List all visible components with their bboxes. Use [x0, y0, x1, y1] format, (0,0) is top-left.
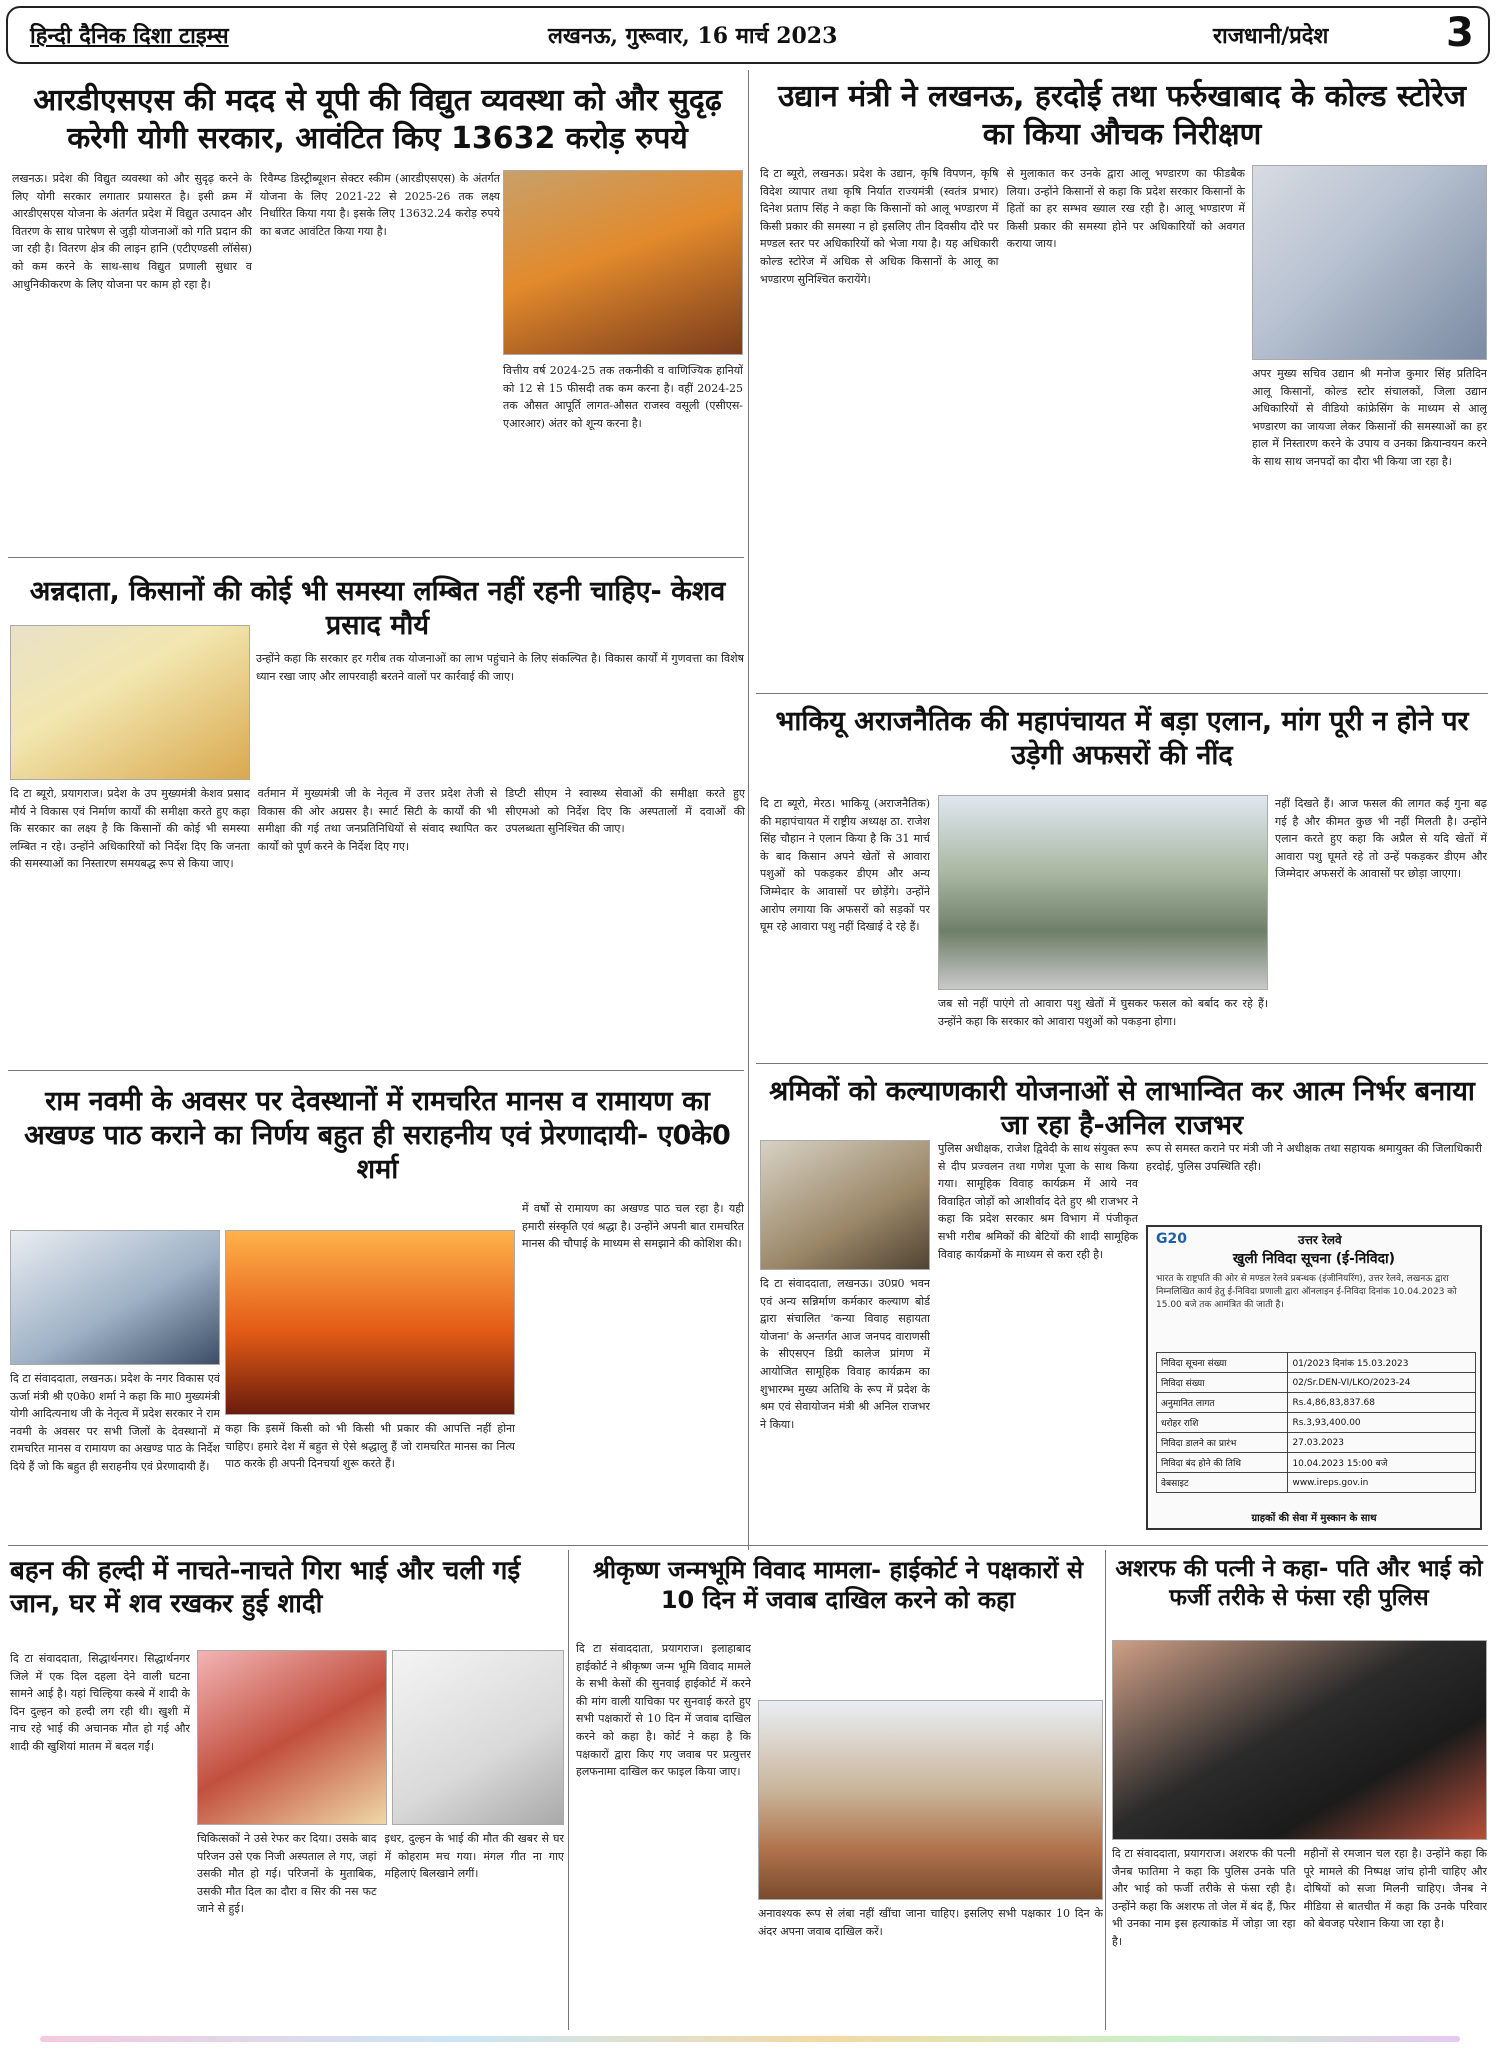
section-divider — [756, 1063, 1488, 1064]
table-cell: धरोहर राशि — [1157, 1413, 1288, 1433]
section-divider — [8, 557, 744, 558]
ram-navami-photo — [225, 1230, 515, 1415]
yogi-photo — [503, 170, 743, 355]
udyan-body — [760, 165, 1245, 685]
keshav-photo — [10, 625, 250, 780]
krishna-headline: श्रीकृष्ण जन्मभूमि विवाद मामला- हाईकोर्ट ने पक्षकारों से 10 दिन में जवाब दाखिल करने को कहा — [592, 1556, 1084, 1614]
article-column: दि टा ब्यूरो, लखनऊ। प्रदेश के उद्यान, कृषि विपणन, कृषि विदेश व्यापार तथा कृषि निर्यात राज्यमंत्री (स्वतंत्र प्रभार) दिनेश प्रताप सिंह ने कहा कि किसानों को आलू भण्डारण में किसी प्रकार की समस्या न हो इसलिए तीन दिवसीय दौरे पर मण्डल स्तर पर अधिकारियों को भेजा गया है। यह अधिकारी कोल्ड स्टोरेज में अधिक से अधिक किसानों के आलू का भण्डारण सुनिश्चित करायेंगे। — [760, 167, 999, 286]
table-row — [1157, 1373, 1476, 1393]
table-row — [1157, 1453, 1476, 1473]
table-cell: निविदा सूचना संख्या — [1157, 1353, 1288, 1373]
haldi-body-lower — [197, 1830, 564, 2025]
column-divider — [748, 70, 749, 1550]
date-line: लखनऊ, गुरूवार, 16 मार्च 2023 — [548, 23, 838, 49]
krishna-body — [576, 1640, 751, 2025]
rajbhar-body-top — [1146, 1140, 1482, 1220]
ad-footer: ग्राहकों की सेवा में मुस्कान के साथ — [1251, 1513, 1377, 1524]
column-divider — [1105, 1550, 1106, 2030]
rally-photo — [938, 795, 1268, 990]
ad-description: भारत के राष्ट्रपति की ओर से मण्डल रेलवे प्रबन्धक (इंजीनियरिंग), उत्तर रेलवे, लखनऊ द्वारा निम्नलिखित कार्य हेतु ई-निविदा प्रणाली द्वारा ऑनलाइन ई-निविदा दिनांक 10.04.2023 को 15.00 बजे तक आमंत्रित की जाती है। — [1156, 1274, 1457, 1311]
haldi-photo — [197, 1650, 387, 1825]
power-body — [12, 170, 500, 550]
rajbhar-body — [760, 1275, 930, 1537]
article-column: में वर्षों से रामायण का अखण्ड पाठ चल रहा है। यही हमारी संस्कृति एवं श्रद्धा है। उन्होंने अपनी बात रामचरित मानस की चौपाई के माध्यम से समझाने की कोशिश की। — [522, 1202, 744, 1251]
article-column: दि टा संवाददाता, लखनऊ। उ0प्र0 भवन एवं अन्य सन्निर्माण कर्मकार कल्याण बोर्ड द्वारा संचालित 'कन्या विवाह सहायता योजना' के अन्तर्गत आज जनपद वाराणसी के सीएसएन डिग्री कालेज प्रांगण में आयोजित सामूहिक विवाह कार्यक्रम का शुभारम्भ मुख्य अतिथि के रूप में प्रदेश के श्रम एवं सेवायोजन मंत्री श्री अनिल राजभर ने किया। — [760, 1277, 930, 1431]
newspaper-name: हिन्दी दैनिक दिशा टाइम्स — [30, 23, 229, 49]
table-cell: निविदा बंद होने की तिथि — [1157, 1453, 1288, 1473]
keshav-headline: अन्नदाता, किसानों की कोई भी समस्या लम्बित नहीं रहनी चाहिए- केशव प्रसाद मौर्य — [29, 576, 726, 641]
article-column: वर्तमान में मुख्यमंत्री जी के नेतृत्व में उत्तर प्रदेश तेजी से विकास की ओर अग्रसर है। स्मार्ट सिटी के कार्यों की भी समीक्षा की गई तथा जनप्रतिनिधियों से संवाद स्थापित कर कार्यों को पूर्ण करने के निर्देश दिए गए। — [257, 787, 498, 853]
zainab-photo — [1112, 1640, 1487, 1840]
table-row — [1157, 1433, 1476, 1453]
table-cell: Rs.4,86,83,837.68 — [1288, 1393, 1476, 1413]
article-column: से मुलाकात कर उनके द्वारा आलू भण्डारण का फीडबैक लिया। उन्होंने किसानों से कहा कि प्रदेश सरकार किसानों के हितों का हर सम्भव ख्याल रख रही है। आलू भण्डारण में किसी प्रकार की समस्या होने पर अधिकारियों को अवगत कराया जाय। — [1006, 167, 1245, 251]
bhakiyu-headline: भाकियू अराजनैतिक की महापंचायत में बड़ा एलान, मांग पूरी न होने पर उड़ेगी अफसरों की नींद — [775, 706, 1469, 771]
sharma-photo — [10, 1230, 220, 1365]
article-column: पुलिस अधीक्षक, राजेश द्विवेदी के साथ संयुक्त रूप से दीप प्रज्वलन तथा गणेश पूजा के साथ किया गया। सामूहिक विवाह कार्यक्रम में आये नव विवाहित जोड़ों को आशीर्वाद देते हुए श्री राजभर ने कहा कि प्रदेश सरकार श्रम विभाग में पंजीकृत सभी गरीब श्रमिकों की बेटियों की शादी सामूहिक विवाह कार्यक्रमों के माध्यम से करा रही है। — [938, 1142, 1138, 1261]
article-column: नहीं दिखते हैं। आज फसल की लागत कई गुना बढ़ गई है और कीमत कुछ भी नहीं मिलती है। उन्होंने एलान करते हुए कहा कि अप्रैल से यदि खेतों में आवारा पशु घूमते रहे तो उन्हें पकड़कर डीएम और जिम्मेदार अफसरों के आवासों पर छोड़ा जाएगा। — [1275, 797, 1487, 881]
mosque-photo — [758, 1700, 1103, 1900]
section-divider — [8, 1545, 1488, 1546]
column-divider — [568, 1550, 569, 2030]
article-column: कहा कि इसमें किसी को भी किसी भी प्रकार की आपत्ति नहीं होना चाहिए। हमारे देश में बहुत से ऐसे श्रद्धालु हैं जो रामचरित मानस का नित्य पाठ करके ही अपनी दिनचर्या शुरू करते हैं। — [225, 1422, 515, 1471]
keshav-body — [10, 785, 745, 1063]
ashraf-headline: अशरफ की पत्नी ने कहा- पति और भाई को फर्जी तरीके से फंसा रही पुलिस — [1115, 1556, 1483, 1611]
article-column: महीनों से रमजान चल रहा है। उन्होंने कहा कि पूरे मामले की निष्पक्ष जांच होनी चाहिए और दोषियों को सजा मिलनी चाहिए। जैनब ने मीडिया से बातचीत में कहा कि उनके परिवार को बेवजह परेशान किया जा रहा है। — [1303, 1847, 1487, 1931]
krishna-body-lower — [758, 1905, 1103, 2025]
table-row — [1157, 1473, 1476, 1493]
article-column: डिप्टी सीएम ने स्वास्थ्य सेवाओं की समीक्षा करते हुए सीएमओ को निर्देश दिए कि अस्पतालों में दवाओं की उपलब्धता सुनिश्चित की जाए। — [505, 787, 746, 836]
ad-title: खुली निविदा सूचना (ई-निविदा) — [1232, 1251, 1396, 1267]
table-cell: 27.03.2023 — [1288, 1433, 1476, 1453]
rajbhar-headline: श्रमिकों को कल्याणकारी योजनाओं से लाभान्वित कर आत्म निर्भर बनाया जा रहा है-अनिल राजभर — [769, 1076, 1475, 1141]
udyan-headline: उद्यान मंत्री ने लखनऊ, हरदोई तथा फर्रुखाबाद के कोल्ड स्टोरेज का किया औचक निरीक्षण — [777, 79, 1467, 152]
section-divider — [8, 1070, 744, 1071]
article-column: लखनऊ। प्रदेश की विद्युत व्यवस्था को और सुदृढ़ करने के लिए योगी सरकार लगातार प्रयासरत है। इसी क्रम में आरडीएसएस योजना के अंतर्गत प्रदेश में विद्युत उत्पादन और वितरण के साथ पारेषण से जुड़ी योजनाओं को गति प्रदान की जा रही है। वितरण क्षेत्र की लाइन हानि (एटीएण्डसी लॉसेस) को कम करने के साथ-साथ विद्युत प्रणाली सुधार व आधुनिकीकरण के लिए योजना पर काम हो रहा है। — [12, 172, 252, 291]
ashraf-body — [1112, 1845, 1487, 2025]
table-cell: निविदा डालने का प्रारंभ — [1157, 1433, 1288, 1453]
article-column: उन्होंने कहा कि सरकार हर गरीब तक योजनाओं का लाभ पहुंचाने के लिए संकल्पित है। विकास कार्यों में गुणवत्ता का विशेष ध्यान रखा जाए और लापरवाही बरतने वालों पर कार्रवाई की जाए। — [256, 652, 744, 683]
table-cell: Rs.3,93,400.00 — [1288, 1413, 1476, 1433]
article-column: रिवैम्प्ड डिस्ट्रीब्यूशन सेक्टर स्कीम (आरडीएसएस) के अंतर्गत योजना के लिए 2021-22 से 2025-26 तक लक्ष्य निर्धारित किया गया है। इसके लिए 13632.24 करोड़ रुपये का बजट आवंटित किया गया है। — [260, 172, 500, 238]
power-headline: आरडीएसएस की मदद से यूपी की विद्युत व्यवस्था को और सुदृढ़ करेगी योगी सरकार, आवंटित किए 13632 करोड़ रुपये — [33, 83, 722, 156]
ram-body — [10, 1370, 220, 1540]
article-column: अपर मुख्य सचिव उद्यान श्री मनोज कुमार सिंह प्रतिदिन आलू किसानों, कोल्ड स्टोर संचालकों, जिला उद्यान अधिकारियों से वीडियो कांफ्रेसिंग के माध्यम से आलू भण्डारण का जायजा लेकर किसानों की समस्याओं का हर हाल में निस्तारण करने के उपाय व उनका क्रियान्वयन करने के साथ साथ जनपदों का दौरा भी किया जा रहा है। — [1252, 367, 1487, 468]
table-row — [1157, 1353, 1476, 1373]
article-column: रूप से समस्त कराने पर मंत्री जी ने अधीक्षक तथा सहायक श्रमायुक्त की जिलाधिकारी हरदोई, पुलिस उपस्थिति रही। — [1146, 1142, 1482, 1173]
power-body-lower — [503, 362, 743, 550]
ram-body-mid — [225, 1420, 515, 1540]
footer-color-strip — [40, 2036, 1460, 2042]
keshav-body-top — [256, 650, 744, 780]
table-row — [1157, 1393, 1476, 1413]
masthead — [6, 6, 1490, 64]
article-column: जब सो नहीं पाएंगे तो आवारा पशु खेतों में घुसकर फसल को बर्बाद कर रहे हैं। उन्होंने कहा कि सरकार को आवारा पशुओं को पकड़ना होगा। — [938, 997, 1268, 1028]
table-cell: वेबसाइट — [1157, 1473, 1288, 1493]
haldi-headline: बहन की हल्दी में नाचते-नाचते गिरा भाई और चली गई जान, घर में शव रखकर हुई शादी — [10, 1556, 521, 1619]
bhakiyu-body — [760, 795, 930, 1057]
table-cell: www.ireps.gov.in — [1288, 1473, 1476, 1493]
bhakiyu-body-mid — [938, 995, 1268, 1057]
article-column: दि टा संवाददाता, प्रयागराज। अशरफ की पत्नी जैनब फातिमा ने कहा कि पुलिस उनके पति और भाई को फर्जी तरीके से फंसा रही है। उन्होंने कहा कि अशरफ तो जेल में बंद हैं, फिर भी उनका नाम इस हत्याकांड में जोड़ा जा रहा है। — [1112, 1847, 1296, 1948]
article-column: चिकित्सकों ने उसे रेफर कर दिया। उसके बाद परिजन उसे एक निजी अस्पताल ले गए, जहां उसकी मौत हो गई। परिजनों के मुताबिक, उसकी मौत दिल का दौरा व सिर की नस फट जाने से हुई। — [197, 1832, 377, 1916]
g20-logo: G20 — [1156, 1231, 1187, 1247]
rajbhar-body-mid — [938, 1140, 1138, 1537]
tender-table — [1156, 1352, 1476, 1493]
article-column: दि टा संवाददाता, सिद्धार्थनगर। सिद्धार्थनगर जिले में एक दिल दहला देने वाली घटना सामने आई है। यहां चिल्हिया कस्बे में शादी के दिन दुल्हन को हल्दी लग रही थी। खुशी में नाच रहे भाई की अचानक मौत हो गई और शादी की खुशियां मातम में बदल गईं। — [10, 1652, 190, 1753]
article-column: दि टा ब्यूरो, प्रयागराज। प्रदेश के उप मुख्यमंत्री केशव प्रसाद मौर्य ने विकास एवं निर्माण कार्यों की समीक्षा करते हुए कहा कि सरकार का लक्ष्य है कि किसानों की कोई भी समस्या लम्बित न रहे। उन्होंने अधिकारियों को निर्देश दिए कि जनता की समस्याओं का निस्तारण समयबद्ध रूप से किया जाए। — [10, 787, 250, 871]
table-row — [1157, 1413, 1476, 1433]
page-number: 3 — [1446, 10, 1474, 56]
udyan-body-right — [1252, 365, 1487, 685]
article-column: वित्तीय वर्ष 2024-25 तक तकनीकी व वाणिज्यिक हानियों को 12 से 15 फीसदी तक कम करना है। वहीं 2024-25 तक औसत आपूर्ति लागत-औसत राजस्व वसूली (एसीएस-एआरआर) अंतर को शून्य करना है। — [503, 364, 743, 430]
article-column: अनावश्यक रूप से लंबा नहीं खींचा जाना चाहिए। इसलिए सभी पक्षकार 10 दिन के अंदर अपना जवाब दाखिल करें। — [758, 1907, 1103, 1938]
article-column: दि टा संवाददाता, लखनऊ। प्रदेश के नगर विकास एवं ऊर्जा मंत्री श्री ए0के0 शर्मा ने कहा कि मा0 मुख्यमंत्री योगी आदित्यनाथ जी के नेतृत्व में प्रदेश सरकार ने राम नवमी के अवसर पर सभी जिलों के देवस्थानों में रामचरित मानस व रामायण का अखण्ड पाठ के निर्देश दिये हैं जो कि बहुत ही सराहनीय एवं प्रेरणादायी हैं। — [10, 1372, 220, 1473]
article-column: दि टा संवाददाता, प्रयागराज। इलाहाबाद हाईकोर्ट ने श्रीकृष्ण जन्म भूमि विवाद मामले के सभी केसों की सुनवाई हाईकोर्ट में करने की मांग वाली याचिका पर सुनवाई करते हुए सभी पक्षकारों से 10 दिन में जवाब दाखिल करने को कहा है। कोर्ट ने कहा है कि पक्षकारों द्वारा किए गए जवाब पर प्रत्युत्तर हलफनामा दाखिल कर फाइल किया जाए। — [576, 1642, 751, 1779]
shroud-photo — [392, 1650, 564, 1825]
section-divider — [756, 693, 1488, 694]
table-cell: निविदा संख्या — [1157, 1373, 1288, 1393]
tender-advertisement — [1146, 1225, 1482, 1530]
ram-body-right — [522, 1200, 744, 1540]
rajbhar-photo — [760, 1140, 930, 1270]
table-cell: अनुमानित लागत — [1157, 1393, 1288, 1413]
ad-brand: उत्तर रेलवे — [1298, 1233, 1342, 1247]
table-cell: 02/Sr.DEN-VI/LKO/2023-24 — [1288, 1373, 1476, 1393]
article-column: दि टा ब्यूरो, मेरठ। भाकियू (अराजनैतिक) की महापंचायत में राष्ट्रीय अध्यक्ष ठा. राजेश सिंह चौहान ने एलान किया है कि 31 मार्च के बाद किसान अपने खेतों से आवारा पशुओं को पकड़कर डीएम और अन्य जिम्मेदार के आवासों पर छोड़ेंगे। उन्होंने आरोप लगाया कि अफसरों को सड़कों पर घूम रहे आवारा पशु नहीं दिखाई दे रहे हैं। — [760, 797, 930, 934]
haldi-body — [10, 1650, 190, 2025]
article-column: इधर, दुल्हन के भाई की मौत की खबर से घर में कोहराम मच गया। मंगल गीत ना गाए महिलाएं बिलखाने लगीं। — [384, 1832, 564, 1881]
ram-headline: राम नवमी के अवसर पर देवस्थानों में रामचरित मानस व रामायण का अखण्ड पाठ कराने का निर्णय बहुत ही सराहनीय एवं प्रेरणादायी- ए0के0 शर्मा — [24, 1086, 731, 1185]
table-cell: 10.04.2023 15:00 बजे — [1288, 1453, 1476, 1473]
section-name: राजधानी/प्रदेश — [1213, 23, 1329, 49]
meeting-photo — [1252, 165, 1487, 360]
table-cell: 01/2023 दिनांक 15.03.2023 — [1288, 1353, 1476, 1373]
bhakiyu-body-right — [1275, 795, 1487, 1057]
